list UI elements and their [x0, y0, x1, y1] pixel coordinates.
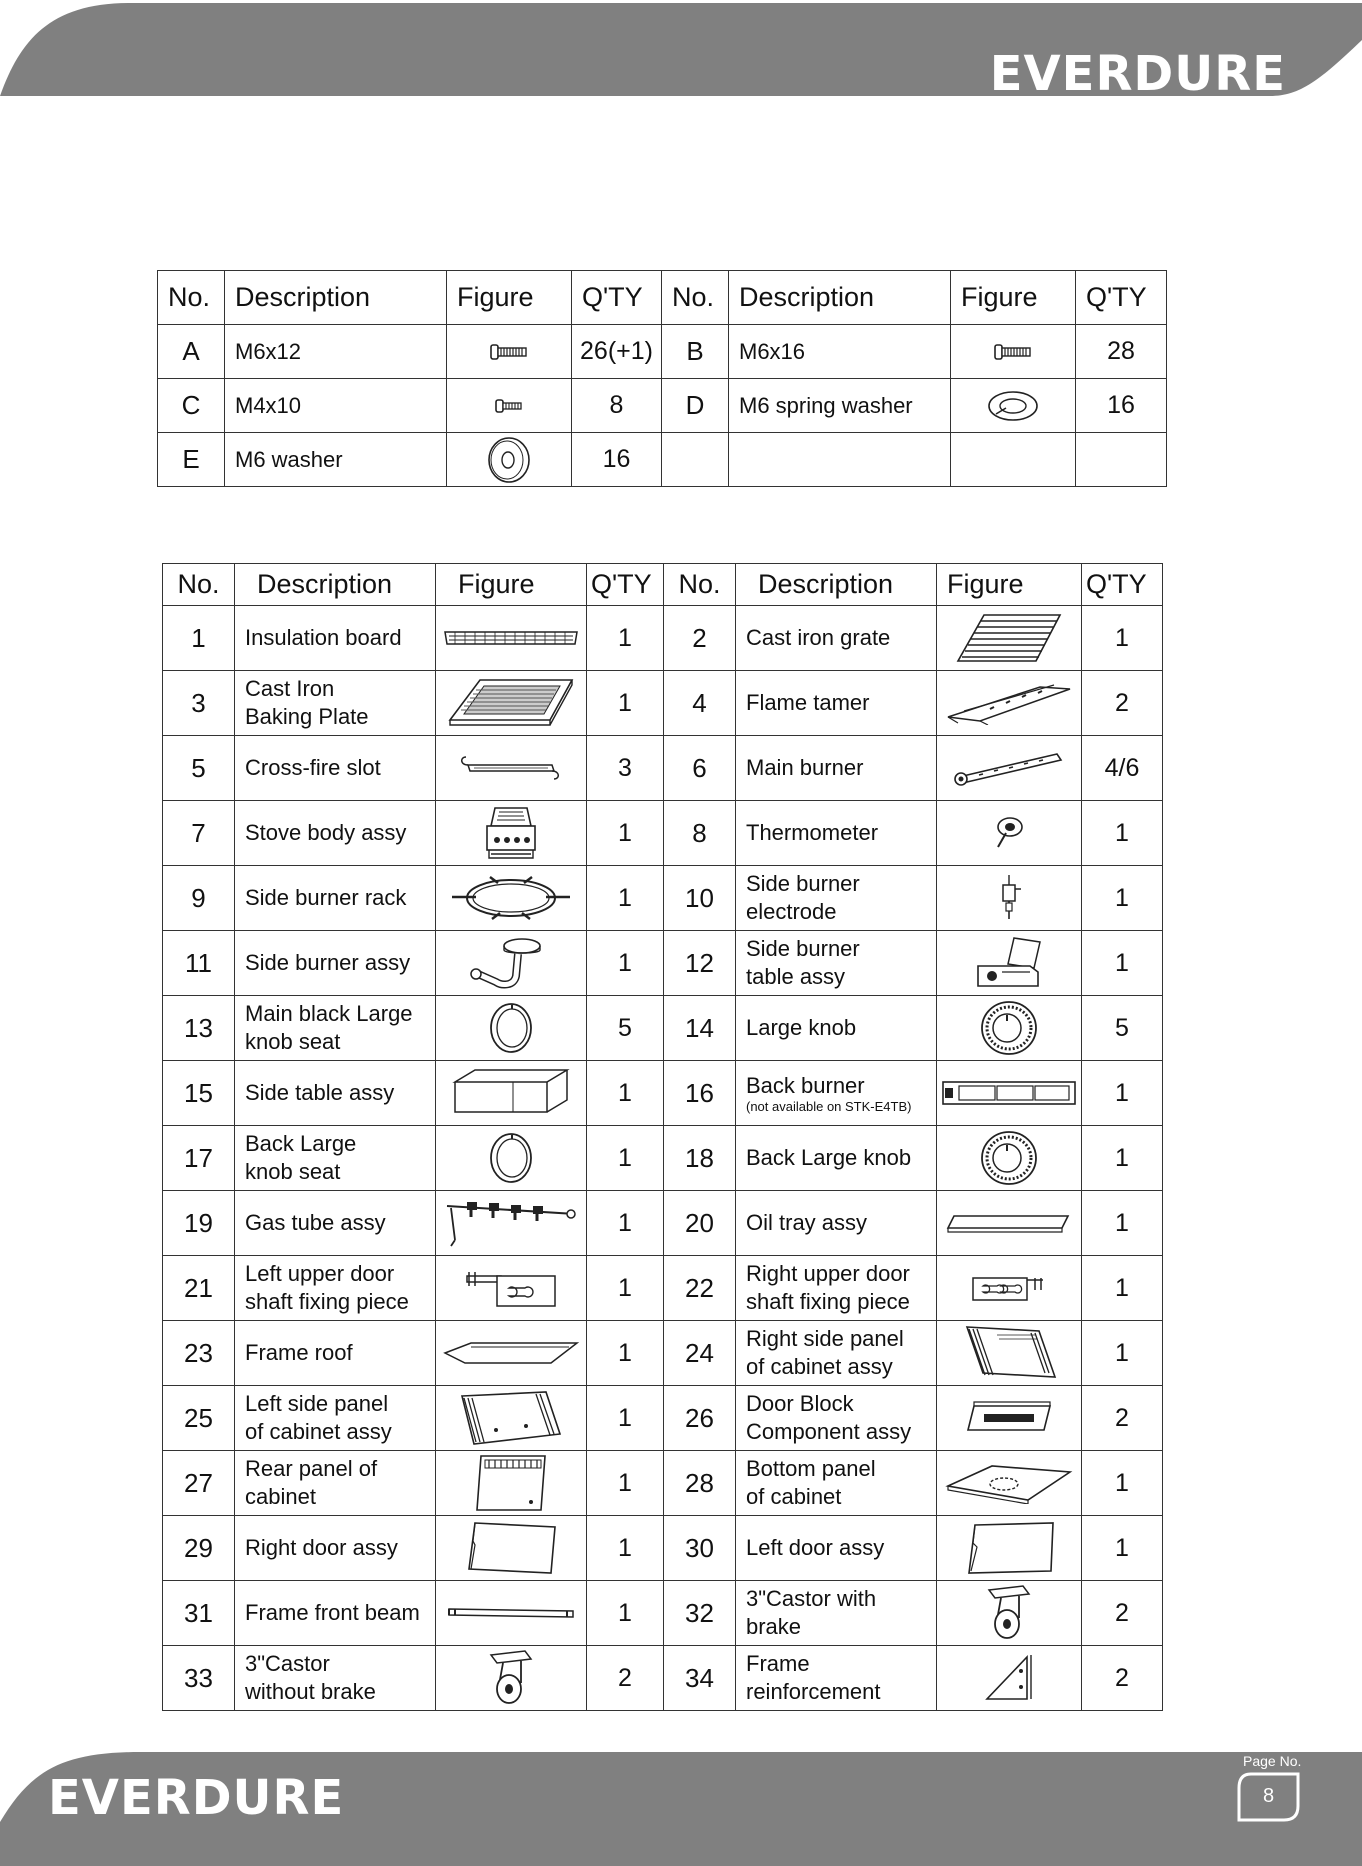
part-figure	[951, 433, 1076, 487]
part-quantity: 2	[1082, 1646, 1163, 1711]
header-qty: Q'TY	[1082, 564, 1163, 606]
table-row	[163, 1061, 1163, 1126]
part-description: Gas tube assy	[235, 1191, 436, 1256]
door-block-icon	[937, 1398, 1081, 1438]
screw-icon	[447, 397, 571, 415]
part-description: Cast Iron Baking Plate	[235, 671, 436, 736]
part-quantity: 1	[1082, 1126, 1163, 1191]
part-number: 20	[664, 1191, 736, 1256]
cross-fire-slot-icon	[436, 755, 586, 781]
part-number: 23	[163, 1321, 235, 1386]
part-number	[662, 433, 729, 487]
part-figure	[436, 996, 587, 1061]
header-description: Description	[235, 564, 436, 606]
part-figure	[436, 801, 587, 866]
part-description: Oil tray assy	[736, 1191, 937, 1256]
castor-icon	[937, 1584, 1081, 1642]
part-quantity: 1	[587, 606, 664, 671]
part-figure	[951, 325, 1076, 379]
part-figure	[447, 433, 572, 487]
part-number: 15	[163, 1061, 235, 1126]
part-number: 31	[163, 1581, 235, 1646]
part-figure	[937, 1256, 1082, 1321]
part-number: A	[158, 325, 225, 379]
part-quantity: 16	[572, 433, 662, 487]
part-quantity: 2	[1082, 1581, 1163, 1646]
part-quantity: 1	[587, 1581, 664, 1646]
part-quantity: 1	[587, 931, 664, 996]
part-description: Cast iron grate	[736, 606, 937, 671]
part-quantity: 1	[587, 1451, 664, 1516]
part-description: Left side panel of cabinet assy	[235, 1386, 436, 1451]
flame-tamer-icon	[937, 681, 1081, 725]
part-figure	[937, 1191, 1082, 1256]
table-row	[163, 1256, 1163, 1321]
part-description: Cross-fire slot	[235, 736, 436, 801]
part-quantity: 1	[587, 801, 664, 866]
rear-panel-icon	[436, 1454, 586, 1512]
part-description: Right door assy	[235, 1516, 436, 1581]
part-quantity: 2	[1082, 671, 1163, 736]
header-figure: Figure	[436, 564, 587, 606]
part-figure	[937, 1321, 1082, 1386]
knob-seat-icon	[436, 1131, 586, 1185]
part-figure	[937, 1061, 1082, 1126]
part-figure	[436, 606, 587, 671]
large-knob-icon	[937, 999, 1081, 1057]
part-quantity: 1	[587, 1191, 664, 1256]
part-description: Back Large knob	[736, 1126, 937, 1191]
front-beam-icon	[436, 1603, 586, 1623]
part-quantity: 1	[587, 1321, 664, 1386]
part-quantity: 16	[1076, 379, 1167, 433]
part-description: Rear panel of cabinet	[235, 1451, 436, 1516]
part-description: Side burner table assy	[736, 931, 937, 996]
right-fixing-piece-icon	[937, 1272, 1081, 1304]
part-number: 5	[163, 736, 235, 801]
part-quantity: 1	[1082, 1191, 1163, 1256]
part-description: Side table assy	[235, 1061, 436, 1126]
part-description: Insulation board	[235, 606, 436, 671]
part-description: Door Block Component assy	[736, 1386, 937, 1451]
part-figure	[937, 671, 1082, 736]
table-row	[163, 1386, 1163, 1451]
part-number: 10	[664, 866, 736, 931]
header-no: No.	[158, 271, 225, 325]
page-number-label: Page No.	[1243, 1753, 1302, 1769]
header-description: Description	[729, 271, 951, 325]
side-burner-assy-icon	[436, 934, 586, 992]
frame-reinforcement-icon	[937, 1653, 1081, 1703]
part-figure	[436, 1646, 587, 1711]
part-quantity: 1	[1082, 1256, 1163, 1321]
part-description: Flame tamer	[736, 671, 937, 736]
right-door-icon	[436, 1521, 586, 1575]
part-quantity: 1	[587, 1256, 664, 1321]
part-quantity: 28	[1076, 325, 1167, 379]
part-figure	[436, 1321, 587, 1386]
table-row	[163, 736, 1163, 801]
part-description: Back Large knob seat	[235, 1126, 436, 1191]
part-figure	[937, 1516, 1082, 1581]
part-figure	[436, 1126, 587, 1191]
brand-logo-bottom: EVERDURE	[48, 1770, 345, 1826]
header-figure: Figure	[951, 271, 1076, 325]
hardware-table	[157, 270, 1167, 487]
part-figure	[436, 1516, 587, 1581]
table-row	[158, 325, 1167, 379]
part-figure	[937, 1581, 1082, 1646]
part-figure	[436, 1451, 587, 1516]
part-quantity: 1	[1082, 931, 1163, 996]
part-quantity: 1	[1082, 1516, 1163, 1581]
part-number: 11	[163, 931, 235, 996]
part-number: 9	[163, 866, 235, 931]
knob-seat-icon	[436, 1001, 586, 1055]
part-figure	[436, 1256, 587, 1321]
part-number: 33	[163, 1646, 235, 1711]
part-description: Right upper door shaft fixing piece	[736, 1256, 937, 1321]
part-number: 32	[664, 1581, 736, 1646]
bottom-panel-icon	[937, 1462, 1081, 1504]
part-number: 3	[163, 671, 235, 736]
part-quantity: 5	[587, 996, 664, 1061]
part-number: 29	[163, 1516, 235, 1581]
part-description: M6x12	[225, 325, 447, 379]
part-number: 24	[664, 1321, 736, 1386]
part-figure	[447, 325, 572, 379]
header-no: No.	[662, 271, 729, 325]
table-row	[163, 1126, 1163, 1191]
part-number: 14	[664, 996, 736, 1061]
header-qty: Q'TY	[1076, 271, 1167, 325]
part-quantity: 3	[587, 736, 664, 801]
part-quantity: 1	[1082, 606, 1163, 671]
part-description: M4x10	[225, 379, 447, 433]
cast-iron-grate-icon	[937, 613, 1081, 663]
part-description: Frame reinforcement	[736, 1646, 937, 1711]
part-quantity: 1	[1082, 801, 1163, 866]
table-row	[163, 1191, 1163, 1256]
part-description: M6 spring washer	[729, 379, 951, 433]
stove-body-icon	[436, 804, 586, 862]
table-row	[163, 606, 1163, 671]
part-number: 27	[163, 1451, 235, 1516]
part-description: Left door assy	[736, 1516, 937, 1581]
baking-plate-icon	[436, 678, 586, 728]
part-quantity: 1	[587, 1126, 664, 1191]
part-figure	[436, 1581, 587, 1646]
part-description: Main black Large knob seat	[235, 996, 436, 1061]
side-burner-rack-icon	[436, 873, 586, 923]
part-number: 6	[664, 736, 736, 801]
part-quantity: 1	[587, 1061, 664, 1126]
table-row	[163, 801, 1163, 866]
header-qty: Q'TY	[587, 564, 664, 606]
header-qty: Q'TY	[572, 271, 662, 325]
part-description: Back burner (not available on STK-E4TB)	[736, 1061, 937, 1126]
part-figure	[436, 931, 587, 996]
part-description: Side burner assy	[235, 931, 436, 996]
part-description: 3"Castor with brake	[736, 1581, 937, 1646]
part-figure	[937, 931, 1082, 996]
part-figure	[937, 736, 1082, 801]
part-quantity: 2	[1082, 1386, 1163, 1451]
part-quantity: 1	[1082, 866, 1163, 931]
part-figure	[436, 1386, 587, 1451]
table-row	[163, 1516, 1163, 1581]
part-description	[729, 433, 951, 487]
part-quantity: 1	[587, 1516, 664, 1581]
part-figure	[436, 1191, 587, 1256]
castor-icon	[436, 1649, 586, 1707]
header-figure: Figure	[447, 271, 572, 325]
part-note: (not available on STK-E4TB)	[746, 1099, 912, 1114]
page-number: 8	[1262, 1785, 1275, 1807]
table-row	[163, 1451, 1163, 1516]
back-burner-icon	[937, 1078, 1081, 1108]
part-figure	[447, 379, 572, 433]
table-row	[163, 866, 1163, 931]
part-number: 30	[664, 1516, 736, 1581]
part-number: 8	[664, 801, 736, 866]
part-description: Large knob	[736, 996, 937, 1061]
part-number: 4	[664, 671, 736, 736]
part-figure	[937, 1126, 1082, 1191]
table-row	[163, 1646, 1163, 1711]
part-number: 19	[163, 1191, 235, 1256]
left-side-panel-icon	[436, 1390, 586, 1446]
part-description: M6 washer	[225, 433, 447, 487]
gas-tube-icon	[436, 1196, 586, 1250]
part-number: 26	[664, 1386, 736, 1451]
bolt-icon	[951, 342, 1075, 362]
part-description: Left upper door shaft fixing piece	[235, 1256, 436, 1321]
table-row	[163, 1321, 1163, 1386]
part-figure	[951, 379, 1076, 433]
table-row	[163, 1581, 1163, 1646]
table-row	[158, 379, 1167, 433]
part-description: Frame front beam	[235, 1581, 436, 1646]
oil-tray-icon	[937, 1212, 1081, 1234]
left-door-icon	[937, 1521, 1081, 1575]
thermometer-icon	[937, 815, 1081, 851]
part-figure	[436, 671, 587, 736]
part-number: 1	[163, 606, 235, 671]
part-description: Main burner	[736, 736, 937, 801]
part-number: 21	[163, 1256, 235, 1321]
part-figure	[937, 1451, 1082, 1516]
right-side-panel-icon	[937, 1325, 1081, 1381]
part-number: 13	[163, 996, 235, 1061]
part-number: 22	[664, 1256, 736, 1321]
insulation-board-icon	[436, 626, 586, 650]
part-number: 2	[664, 606, 736, 671]
part-quantity: 5	[1082, 996, 1163, 1061]
part-description: Bottom panel of cabinet	[736, 1451, 937, 1516]
part-number: 7	[163, 801, 235, 866]
part-number: 17	[163, 1126, 235, 1191]
part-figure	[436, 736, 587, 801]
part-description: Right side panel of cabinet assy	[736, 1321, 937, 1386]
part-quantity: 1	[587, 671, 664, 736]
part-quantity: 1	[1082, 1061, 1163, 1126]
part-figure	[937, 866, 1082, 931]
parts-table	[162, 563, 1163, 1711]
part-number: 25	[163, 1386, 235, 1451]
part-number: B	[662, 325, 729, 379]
part-number: C	[158, 379, 225, 433]
part-quantity: 8	[572, 379, 662, 433]
part-figure	[937, 606, 1082, 671]
table-row	[163, 931, 1163, 996]
part-figure	[436, 1061, 587, 1126]
part-description: Thermometer	[736, 801, 937, 866]
side-table-icon	[436, 1068, 586, 1118]
side-burner-table-icon	[937, 936, 1081, 990]
part-figure	[436, 866, 587, 931]
part-number: 18	[664, 1126, 736, 1191]
spring-washer-icon	[951, 388, 1075, 424]
part-description: Side burner rack	[235, 866, 436, 931]
part-quantity: 1	[587, 866, 664, 931]
header-no: No.	[163, 564, 235, 606]
bolt-icon	[447, 342, 571, 362]
part-description: Frame roof	[235, 1321, 436, 1386]
part-quantity: 26(+1)	[572, 325, 662, 379]
part-quantity: 1	[587, 1386, 664, 1451]
header-description: Description	[225, 271, 447, 325]
table-row	[163, 671, 1163, 736]
part-description: Stove body assy	[235, 801, 436, 866]
part-figure	[937, 1386, 1082, 1451]
header-no: No.	[664, 564, 736, 606]
part-number: 16	[664, 1061, 736, 1126]
part-figure	[937, 996, 1082, 1061]
washer-icon	[447, 435, 571, 485]
part-quantity	[1076, 433, 1167, 487]
part-description: 3"Castor without brake	[235, 1646, 436, 1711]
table-row	[163, 996, 1163, 1061]
brand-logo-top: EVERDURE	[989, 46, 1286, 102]
header-figure: Figure	[937, 564, 1082, 606]
part-quantity: 1	[1082, 1451, 1163, 1516]
part-description: M6x16	[729, 325, 951, 379]
part-number: 34	[664, 1646, 736, 1711]
part-description: Side burner electrode	[736, 866, 937, 931]
part-quantity: 4/6	[1082, 736, 1163, 801]
left-fixing-piece-icon	[436, 1268, 586, 1308]
part-quantity: 1	[1082, 1321, 1163, 1386]
part-number: 12	[664, 931, 736, 996]
frame-roof-icon	[436, 1339, 586, 1367]
table-row	[158, 433, 1167, 487]
header-description: Description	[736, 564, 937, 606]
part-figure	[937, 1646, 1082, 1711]
part-figure	[937, 801, 1082, 866]
large-knob-icon	[937, 1129, 1081, 1187]
part-number: D	[662, 379, 729, 433]
main-burner-icon	[937, 750, 1081, 786]
part-number: E	[158, 433, 225, 487]
part-number: 28	[664, 1451, 736, 1516]
part-quantity: 2	[587, 1646, 664, 1711]
electrode-icon	[937, 873, 1081, 923]
